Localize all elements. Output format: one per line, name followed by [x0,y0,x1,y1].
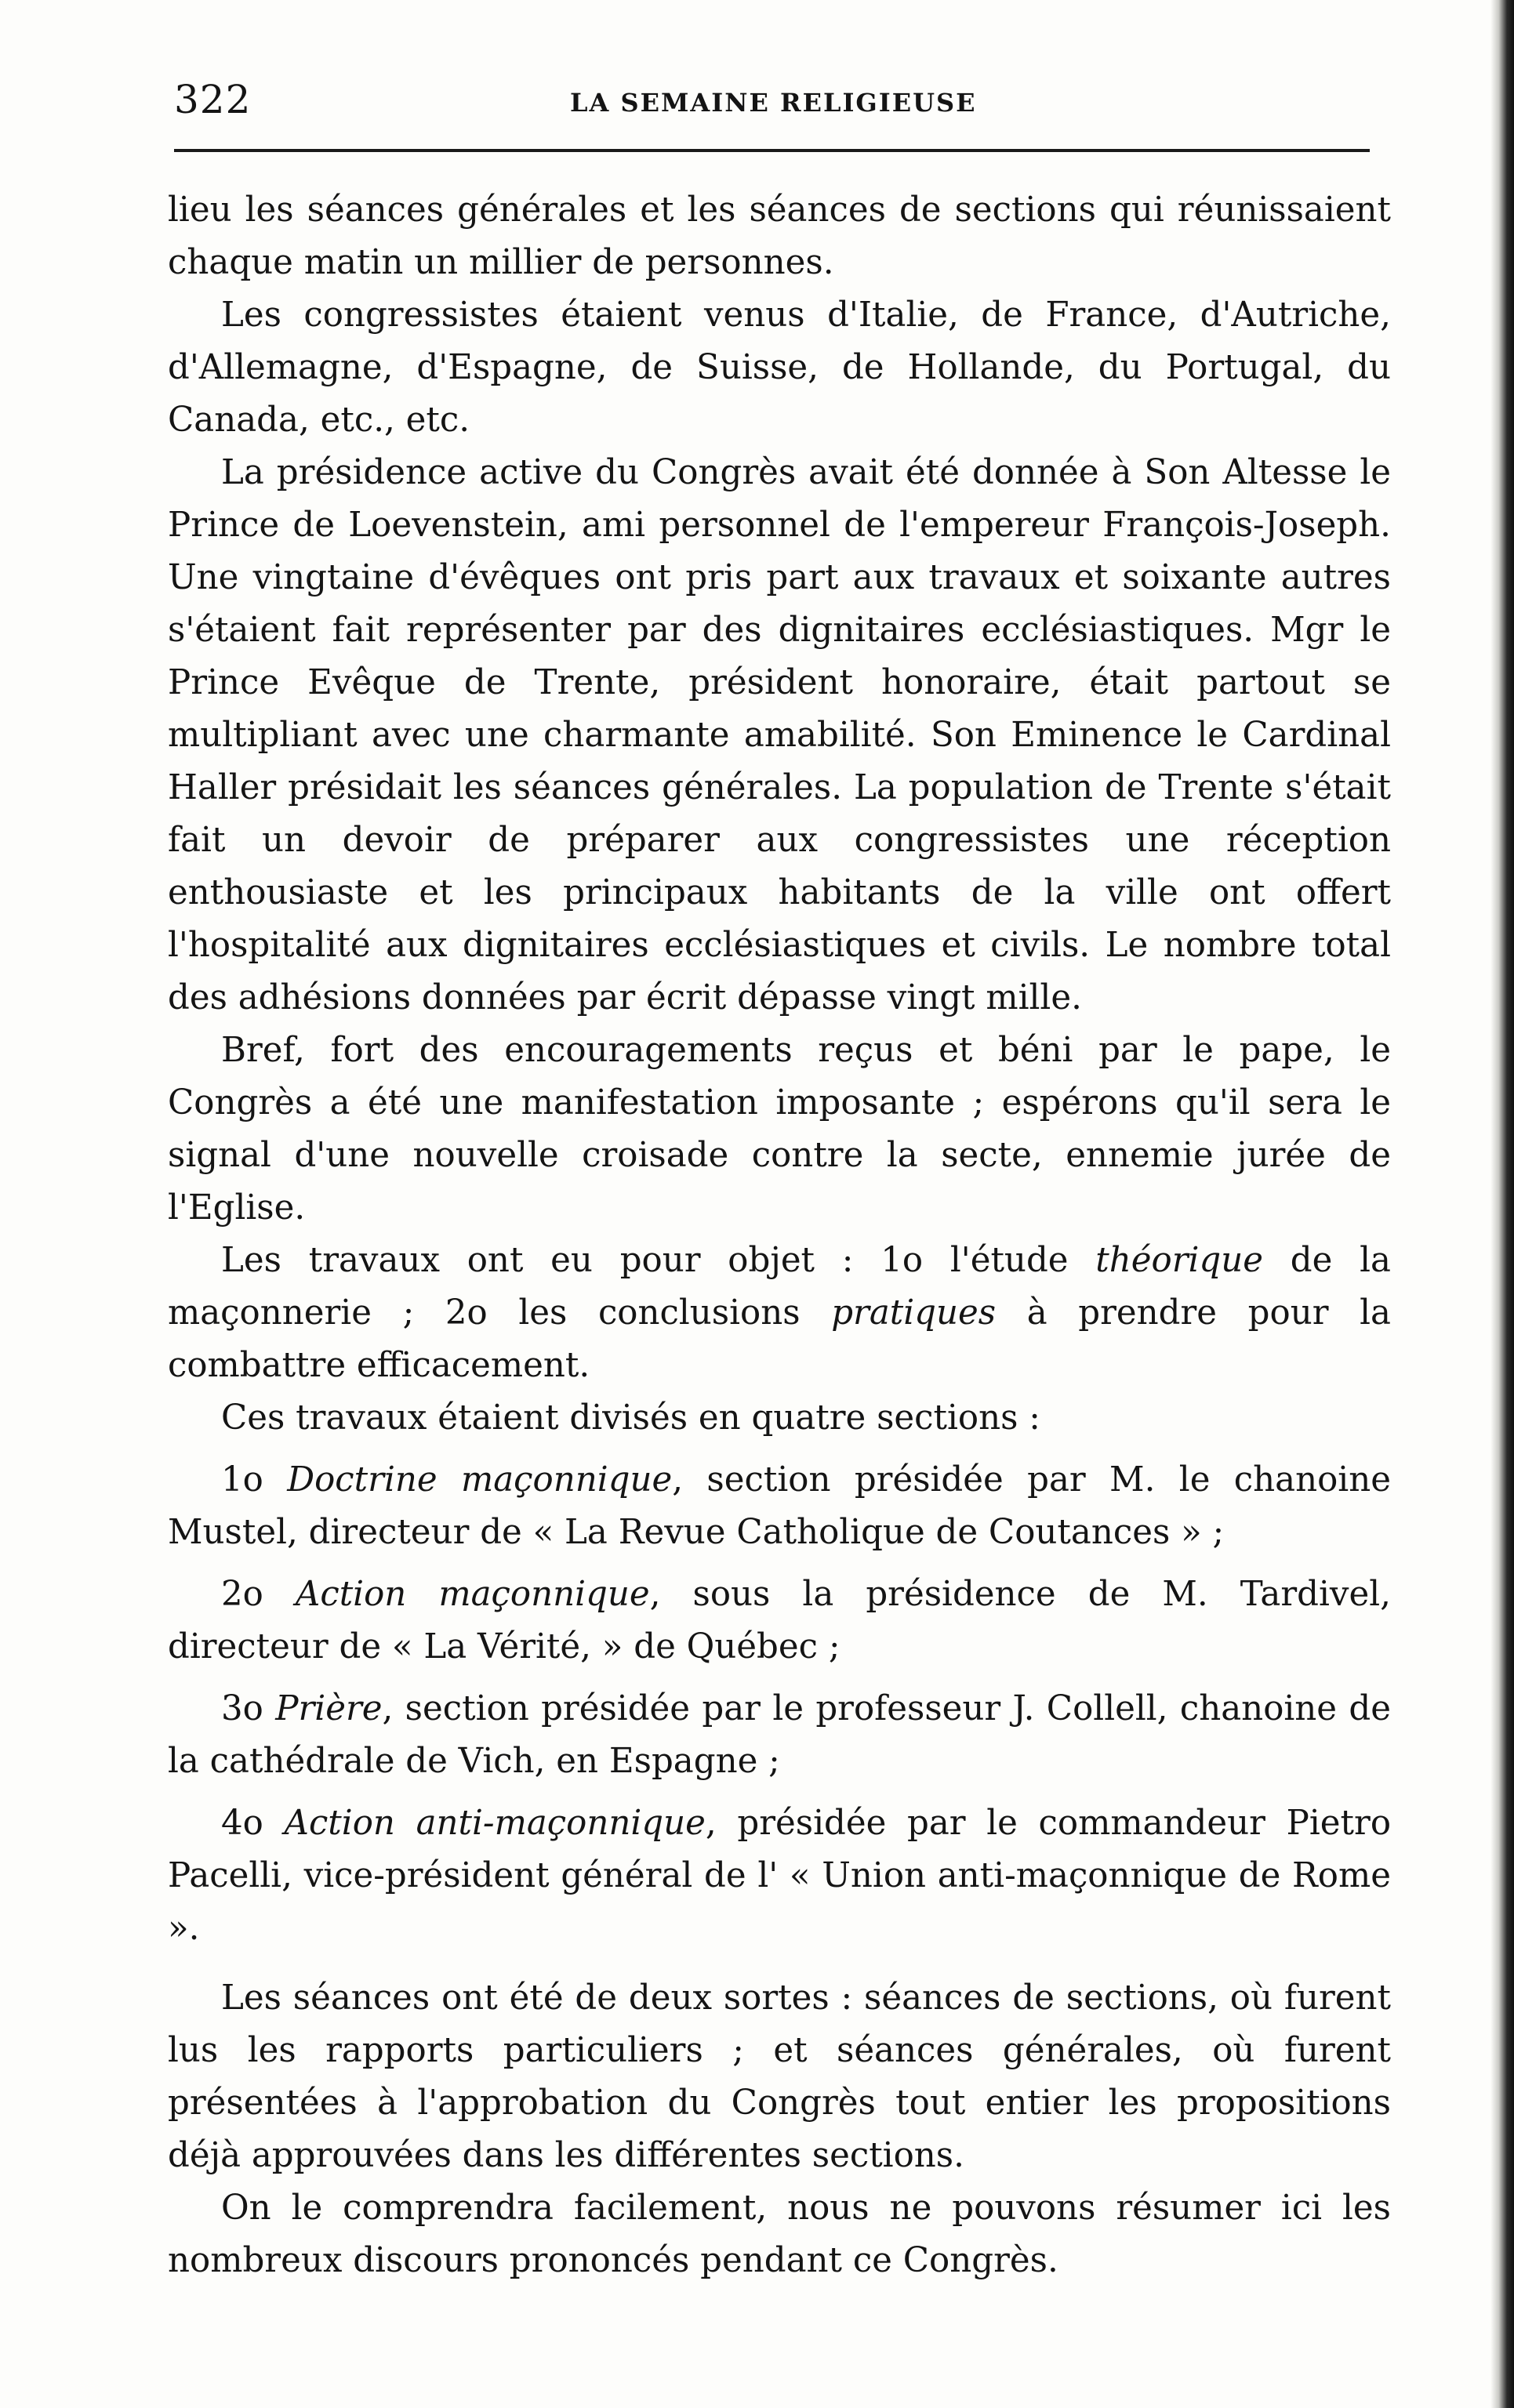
objet-mid: de la maçonnerie ; 2o les conclusions [168,1241,1391,1333]
paragraph-presidence: La présidence active du Congrès avait été donnée à Son Altesse le Prince de Loevenstein, ami personnel de l'empereur François-Joseph. Une vingtaine d'évêques ont pris part aux travaux et soixante autres s'étaient fait représenter par des dignitaires ecclésiastiques. Mgr le Prince Evêque de Trente, président honoraire, était partout se multipliant avec une charmante amabilité. Son Eminence le Cardinal Haller présidait les séances générales. La population de Trente s'était fait un devoir de préparer aux congressistes une réception enthousiaste et les principaux habitants de la ville ont offert l'hospitalité aux dignitaires ecclésiastiques et civils. Le nombre total des adhésions données par écrit dépasse vingt mille. [168,453,1391,1017]
paragraph-congressistes: Les congressistes étaient venus d'Italie, de France, d'Autriche, d'Allemagne, d'Espagne, de Suisse, de Hollande, du Portugal, du Canada, etc., etc. [168,296,1391,440]
paragraph-objet [168,1235,1391,1392]
section-item-4 [168,1797,1391,1955]
objet-lead: Les travaux ont eu pour objet : 1o l'étude [221,1241,1096,1280]
section-number: 4o [221,1804,285,1843]
section-text: , présidée par le commandeur Pietro Pacelli, vice-président général de l' « Union anti-maçonnique de Rome ». [168,1804,1392,1948]
section-title: Doctrine maçonnique [287,1460,673,1500]
section-text: , section présidée par le professeur J. Collell, chanoine de la cathédrale de Vich, en Espagne ; [168,1689,1391,1781]
page-number: 322 [174,77,252,122]
section-text: , section présidée par M. le chanoine Mustel, directeur de « La Revue Catholique de Coutances » ; [168,1460,1391,1552]
section-item-2 [168,1568,1391,1674]
paragraph-seances: Les séances ont été de deux sortes : séances de sections, où furent lus les rapports particuliers ; et séances générales, où furent présentées à l'approbation du Congrès tout entier les propositions déjà approuvées dans les différentes sections. [168,1978,1391,2175]
header-rule [174,149,1370,152]
paragraph-conclusion: On le comprendra facilement, nous ne pouvons résumer ici les nombreux discours prononcés pendant ce Congrès. [168,2189,1391,2280]
section-number: 3o [221,1689,276,1728]
scan-border [1490,0,1514,2408]
section-title: Prière [275,1689,383,1728]
section-item-1 [168,1454,1391,1559]
section-number: 1o [221,1460,288,1500]
section-item-3 [168,1683,1391,1788]
objet-pratiques: pratiques [831,1293,997,1333]
section-text: , sous la présidence de M. Tardivel, directeur de « La Vérité, » de Québec ; [168,1575,1391,1666]
section-title: Action maçonnique [295,1575,650,1614]
running-title: LA SEMAINE RELIGIEUSE [570,88,977,118]
section-title: Action anti-maçonnique [284,1804,706,1843]
paragraph-continuation: lieu les séances générales et les séances de sections qui réunissaient chaque matin un millier de personnes. [168,190,1391,282]
body-text [168,184,1391,2287]
paragraph-bref: Bref, fort des encouragements reçus et béni par le pape, le Congrès a été une manifestation imposante ; espérons qu'il sera le signal d'une nouvelle croisade contre la secte, ennemie jurée de l'Eglise. [168,1031,1391,1228]
objet-tail: à prendre pour la combattre efficacement. [168,1293,1391,1385]
page-header [174,69,1366,132]
objet-theorique: théorique [1095,1241,1264,1280]
sections-intro: Ces travaux étaient divisés en quatre sections : [221,1398,1040,1438]
section-number: 2o [221,1575,296,1614]
